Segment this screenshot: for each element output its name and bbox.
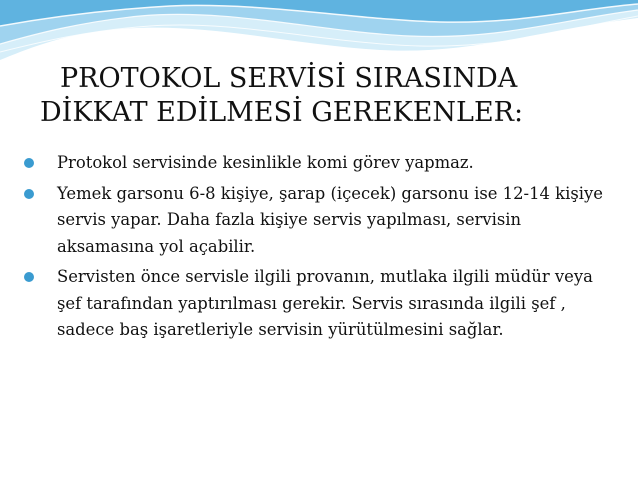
slide-title-line-1: PROTOKOL SERVİSİ SIRASINDA (60, 63, 518, 94)
bullet-item (20, 264, 620, 344)
bullet-item (20, 181, 620, 261)
bullet-dot-icon (24, 272, 34, 282)
bullet-text: Servisten önce servisle ilgili provanın, mutlaka ilgili müdür veya şef tarafından yaptırılması gerekir. Servis sırasında ilgili şef , sadece baş işaretleriyle servisin yürütülmesini sağlar. (57, 267, 593, 339)
bullet-dot-icon (24, 158, 34, 168)
slide-title (40, 62, 620, 130)
bullet-item (20, 150, 620, 177)
bullet-text: Protokol servisinde kesinlikle komi görev yapmaz. (57, 153, 474, 172)
bullet-dot-icon (24, 189, 34, 199)
slide-title-line-2: DİKKAT EDİLMESİ GEREKENLER: (40, 97, 524, 128)
bullet-text: Yemek garsonu 6-8 kişiye, şarap (içecek) garsonu ise 12-14 kişiye servis yapar. Daha fazla kişiye servis yapılması, servisin aksamasına yol açabilir. (57, 183, 603, 256)
wave-header-decoration (0, 0, 638, 70)
bullet-list (20, 150, 620, 348)
